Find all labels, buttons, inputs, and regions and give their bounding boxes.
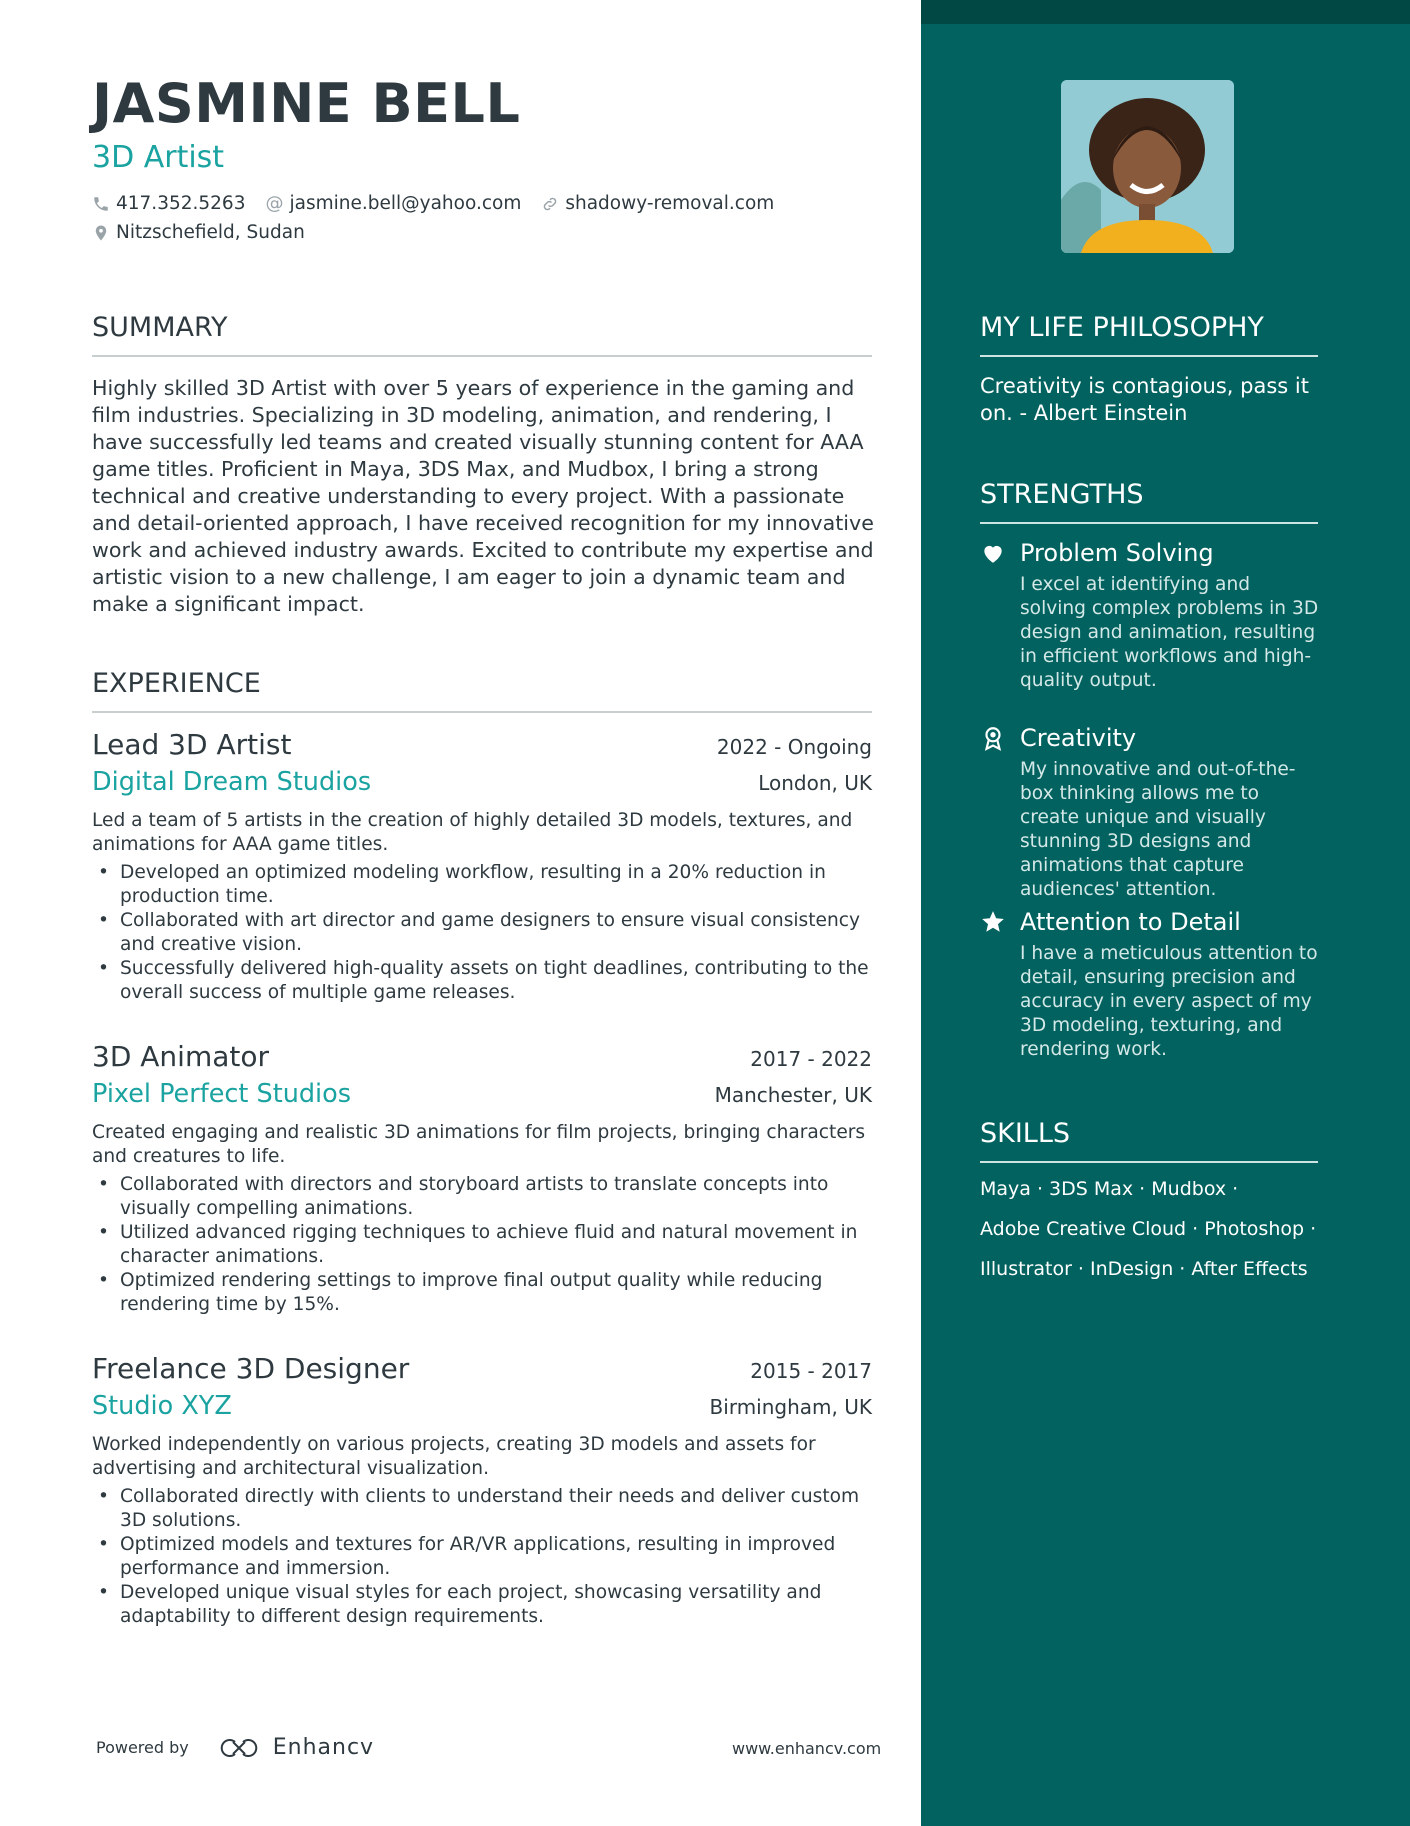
brand-name: Enhancv bbox=[272, 1735, 375, 1760]
profile-photo bbox=[1061, 80, 1234, 253]
job-entry bbox=[92, 728, 872, 1005]
job-bullet: • Collaborated with directors and storyboard artists to translate concepts into visually compelling animations. bbox=[92, 1173, 872, 1221]
skills-heading: SKILLS bbox=[980, 1118, 1318, 1163]
strength-item bbox=[980, 724, 1320, 902]
strength-description: I have a meticulous attention to detail, ensuring precision and accuracy in every aspect of my 3D modeling, texturing, and rendering work. bbox=[1020, 943, 1318, 1060]
link-icon bbox=[541, 195, 559, 213]
skills-line: Illustrator · InDesign · After Effects bbox=[980, 1258, 1308, 1280]
contact-website[interactable] bbox=[541, 193, 774, 214]
strength-title: Problem Solving bbox=[1020, 539, 1214, 567]
job-dates: 2015 - 2017 bbox=[750, 1359, 872, 1383]
strength-description: I excel at identifying and solving complex problems in 3D design and animation, resulting in efficient workflows and high-quality output. bbox=[1020, 574, 1319, 691]
job-description: Created engaging and realistic 3D animations for film projects, bringing characters and creatures to life. bbox=[92, 1122, 866, 1167]
email-text[interactable]: jasmine.bell@yahoo.com bbox=[289, 193, 522, 214]
footer-url[interactable]: www.enhancv.com bbox=[732, 1739, 882, 1758]
job-dates: 2017 - 2022 bbox=[750, 1047, 872, 1071]
strengths-heading: STRENGTHS bbox=[980, 479, 1318, 524]
job-dates: 2022 - Ongoing bbox=[716, 735, 872, 759]
skills-line: Adobe Creative Cloud · Photoshop · bbox=[980, 1218, 1317, 1240]
sidebar-top-band bbox=[921, 0, 1410, 24]
experience-heading: EXPERIENCE bbox=[92, 668, 872, 713]
skills-list bbox=[980, 1178, 1325, 1298]
job-entry bbox=[92, 1040, 872, 1317]
job-location: Birmingham, UK bbox=[709, 1395, 872, 1419]
website-text[interactable]: shadowy-removal.com bbox=[565, 193, 775, 214]
strength-item bbox=[980, 908, 1320, 1062]
phone-icon bbox=[92, 195, 110, 213]
strength-description: My innovative and out-of-the-box thinking allows me to create unique and visually stunning 3D designs and animations that capture audiences' attention. bbox=[1020, 759, 1296, 900]
job-title: Lead 3D Artist bbox=[92, 728, 292, 761]
award-icon bbox=[980, 725, 1006, 751]
contact-row bbox=[92, 193, 794, 214]
job-bullet: • Utilized advanced rigging techniques to achieve fluid and natural movement in character animations. bbox=[92, 1221, 872, 1269]
job-description: Worked independently on various projects, creating 3D models and assets for advertising and architectural visualization. bbox=[92, 1434, 816, 1479]
strength-title: Attention to Detail bbox=[1020, 908, 1241, 936]
job-entry bbox=[92, 1352, 872, 1629]
philosophy-heading: MY LIFE PHILOSOPHY bbox=[980, 312, 1318, 357]
job-bullets bbox=[92, 1485, 872, 1629]
job-bullet: • Successfully delivered high-quality assets on tight deadlines, contributing to the overall success of multiple game releases. bbox=[92, 957, 872, 1005]
job-title: 3D Animator bbox=[92, 1040, 270, 1073]
location-text: Nitzschefield, Sudan bbox=[116, 222, 305, 243]
job-title: Freelance 3D Designer bbox=[92, 1352, 410, 1385]
contact-location-item bbox=[92, 222, 305, 243]
job-bullet: • Collaborated directly with clients to understand their needs and deliver custom 3D solutions. bbox=[92, 1485, 872, 1533]
summary-text: Highly skilled 3D Artist with over 5 years of experience in the gaming and film industries. Specializing in 3D modeling, animation, and rendering, I have successfully led teams and created visually stunning content for AAA game titles. Proficient in Maya, 3DS Max, and Mudbox, I bring a strong technical and creative understanding to every project. With a passionate and detail-oriented approach, I have received recognition for my innovative work and achieved industry awards. Excited to contribute my expertise and artistic vision to a new challenge, I am eager to join a dynamic team and make a significant impact. bbox=[92, 376, 874, 616]
phone-text: 417.352.5263 bbox=[116, 193, 246, 214]
candidate-title: 3D Artist bbox=[92, 140, 225, 175]
contact-location bbox=[92, 222, 325, 243]
job-location: Manchester, UK bbox=[714, 1083, 872, 1107]
at-icon: @ bbox=[265, 192, 284, 214]
job-company: Pixel Perfect Studios bbox=[92, 1079, 352, 1109]
job-bullet: • Optimized models and textures for AR/VR applications, resulting in improved performance and immersion. bbox=[92, 1533, 872, 1581]
location-pin-icon bbox=[92, 224, 110, 242]
star-icon bbox=[980, 909, 1006, 935]
job-bullets bbox=[92, 1173, 872, 1317]
strength-item bbox=[980, 539, 1320, 693]
footer-powered-by bbox=[96, 1735, 374, 1760]
job-description: Led a team of 5 artists in the creation of highly detailed 3D models, textures, and animations for AAA game titles. bbox=[92, 810, 853, 855]
summary-heading: SUMMARY bbox=[92, 312, 872, 357]
job-bullet: • Developed an optimized modeling workflow, resulting in a 20% reduction in production time. bbox=[92, 861, 872, 909]
job-location: London, UK bbox=[758, 771, 872, 795]
candidate-name: JASMINE BELL bbox=[92, 72, 521, 135]
job-company: Studio XYZ bbox=[92, 1391, 232, 1421]
job-bullet: • Collaborated with art director and game designers to ensure visual consistency and creative vision. bbox=[92, 909, 872, 957]
enhancv-logo-icon bbox=[215, 1736, 263, 1760]
heart-icon bbox=[980, 540, 1006, 566]
strength-title: Creativity bbox=[1020, 724, 1137, 752]
job-company: Digital Dream Studios bbox=[92, 767, 372, 797]
powered-by-label: Powered by bbox=[96, 1738, 189, 1757]
philosophy-quote: Creativity is contagious, pass it on. - Albert Einstein bbox=[980, 374, 1309, 425]
job-bullet: • Developed unique visual styles for each project, showcasing versatility and adaptability to different design requirements. bbox=[92, 1581, 872, 1629]
contact-phone bbox=[92, 193, 245, 214]
job-bullets bbox=[92, 861, 872, 1005]
skills-line: Maya · 3DS Max · Mudbox · bbox=[980, 1178, 1239, 1200]
job-bullet: • Optimized rendering settings to improve final output quality while reducing rendering time by 15%. bbox=[92, 1269, 872, 1317]
avatar-illustration bbox=[1061, 80, 1234, 253]
contact-email[interactable] bbox=[265, 193, 521, 214]
